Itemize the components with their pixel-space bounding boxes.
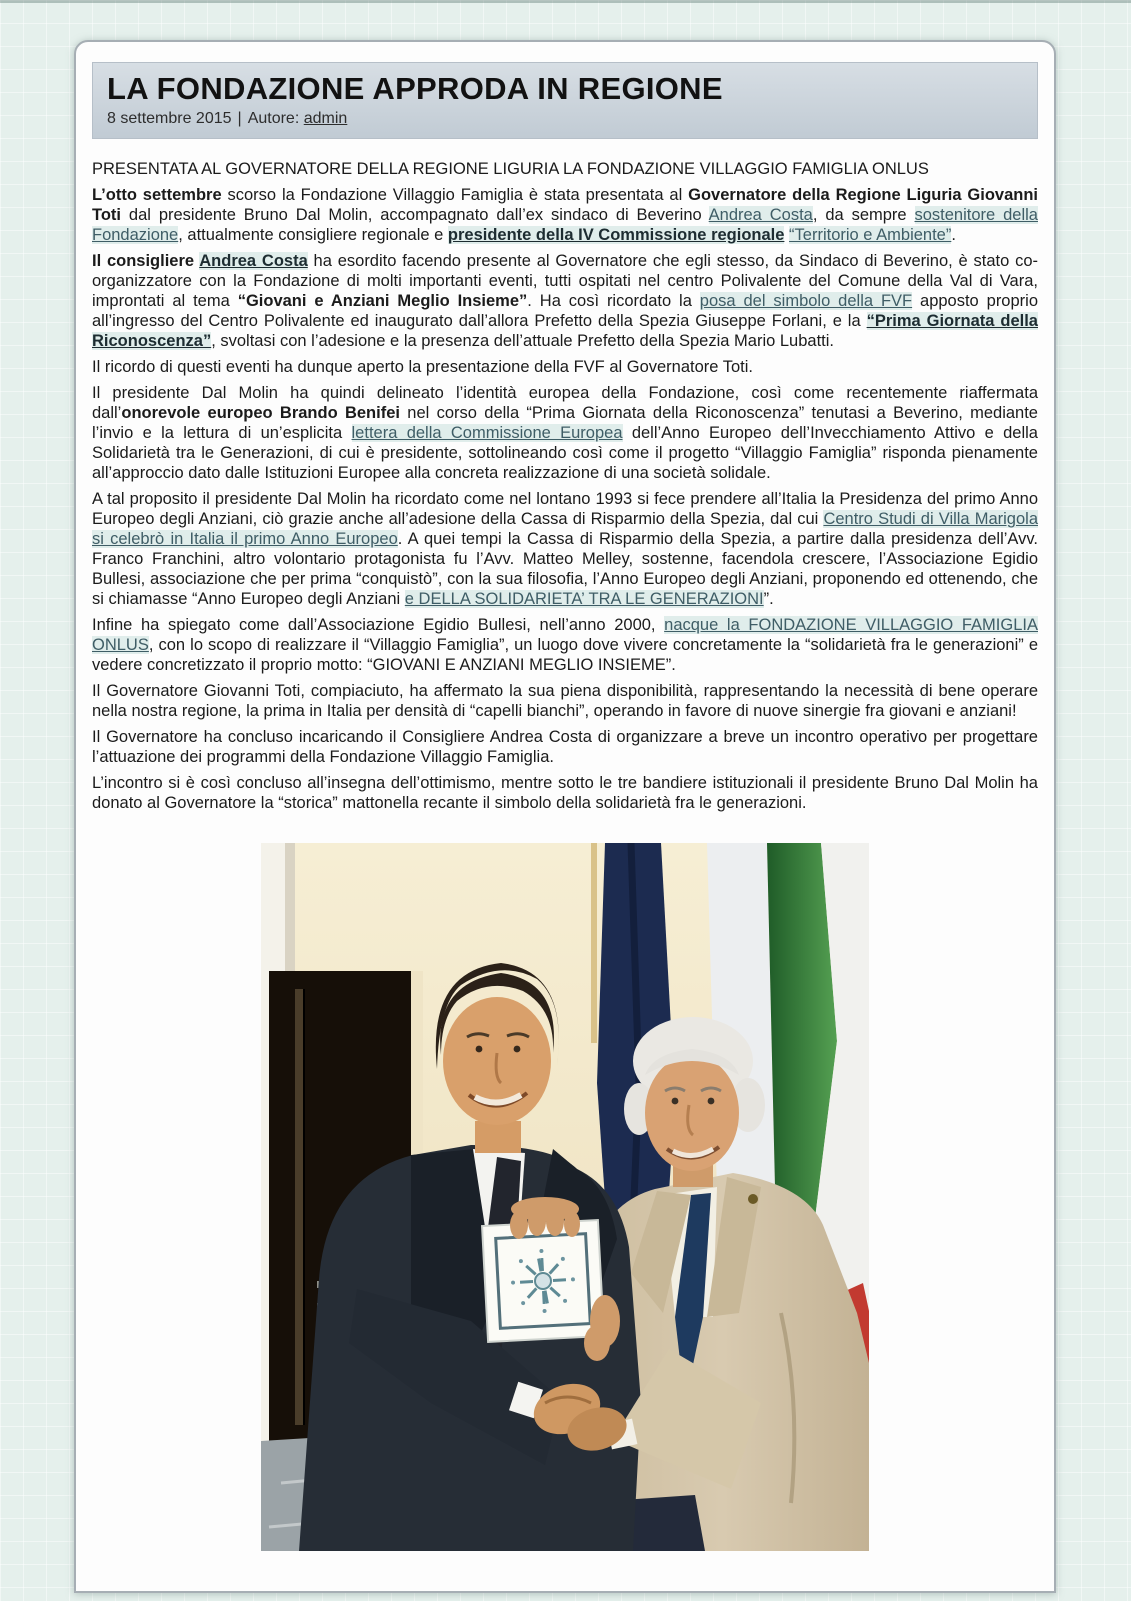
author-label: Autore: xyxy=(247,110,300,127)
solidarity-tile xyxy=(482,1220,604,1342)
author-link[interactable]: admin xyxy=(303,110,348,127)
page-title: LA FONDAZIONE APPRODA IN REGIONE xyxy=(107,71,723,106)
text-segment: “Giovani e Anziani Meglio Insieme” xyxy=(237,292,528,310)
text-segment: Governatore della Regione Liguria Giovanni Toti xyxy=(92,186,1038,224)
article-paragraphs xyxy=(92,185,1038,813)
inline-link[interactable]: e DELLA SOLIDARIETA’ TRA LE GENERAZIONI xyxy=(404,590,764,608)
text-segment: Il consigliere xyxy=(92,252,200,270)
photo-illustration xyxy=(261,843,869,1551)
meta-separator: | xyxy=(237,110,242,127)
inline-link[interactable]: presidente della IV Commissione regionale xyxy=(447,226,785,244)
text-segment: . xyxy=(951,226,956,244)
inline-link[interactable]: “Prima Giornata della Riconoscenza” xyxy=(92,312,1038,350)
text-segment: L’incontro si è così concluso all’insegna dell’ottimismo, mentre sotto le tre bandiere istituzionali il presidente Bruno Dal Molin ha donato al Governatore la “storica” mattonella recante il simbolo della solidarietà fra le generazioni. xyxy=(92,774,1038,812)
article-paragraph xyxy=(92,727,1038,767)
text-segment: ha esordito facendo presente al Governatore che egli stesso, da Sindaco di Beverino, è stato co-organizzatore con la Fondazione di molti importanti eventi, tutti ospitati nel centro Polivalente del Comune della Val di Vara, improntati al tema xyxy=(92,252,1038,310)
text-segment: , svoltasi con l’adesione e la presenza dell’attuale Prefetto della Spezia Mario Lubatti. xyxy=(211,332,834,350)
text-segment: . A quei tempi la Cassa di Risparmio della Spezia, a partire dalla presidenza dell’Avv. Franco Franchini, altro volontario protagonista fu l’Avv. Matteo Melley, sostenne, facendola crescere, l’Associazione Egidio Bullesi, associazione che per prima “conquistò”, con la sua filosofia, l’Anno Europeo degli Anziani, proponendo ed ottenendo, che si chiamasse “Anno Europeo degli Anziani xyxy=(92,530,1038,608)
text-segment: Infine ha spiegato come dall’Associazione Egidio Bullesi, nell’anno 2000, xyxy=(92,616,665,634)
article-paragraph xyxy=(92,357,1038,377)
text-segment: . Ha così ricordato la xyxy=(527,292,700,310)
article-header xyxy=(92,62,1038,139)
text-segment: onorevole europeo Brando Benifei xyxy=(121,404,400,422)
text-segment: dell’Anno Europeo dell’Invecchiamento Attivo e della Solidarietà tra le Generazioni, di cui è presidente, sottolineando così come il progetto “Villaggio Famiglia” risponda pienamente all’approccio dato dalle Istituzioni Europee alla concreta realizzazione di una società solidale. xyxy=(92,424,1038,482)
article-paragraph xyxy=(92,251,1038,351)
text-segment: , attualmente consigliere regionale e xyxy=(178,226,448,244)
article-body xyxy=(76,139,1054,1551)
text-segment: apposto proprio all’ingresso del Centro Polivalente ed inaugurato dall’allora Prefetto della Spezia Giuseppe Forlani, e la xyxy=(92,292,1039,330)
inline-link[interactable]: Andrea Costa xyxy=(708,206,813,224)
inline-link[interactable]: nacque la FONDAZIONE VILLAGGIO FAMIGLIA ONLUS xyxy=(92,616,1038,654)
text-segment: , da sempre xyxy=(812,206,915,224)
text-segment: Il presidente Dal Molin ha quindi delineato l’identità europea della Fondazione, così come recentemente riaffermata dall’ xyxy=(92,384,1038,422)
text-segment: Il Governatore Giovanni Toti, compiaciuto, ha affermato la sua piena disponibilità, rappresentando la necessità di bene operare nella nostra regione, la prima in Italia per densità di “capelli bianchi”, operando in favore di nuove sinergie fra giovani e anziani! xyxy=(92,682,1038,720)
inline-link[interactable]: Andrea Costa xyxy=(199,252,308,270)
text-segment: dal presidente Bruno Dal Molin, accompagnato dall’ex sindaco di Beverino xyxy=(121,206,709,224)
article-paragraph xyxy=(92,773,1038,813)
article-subtitle: PRESENTATA AL GOVERNATORE DELLA REGIONE LIGURIA LA FONDAZIONE VILLAGGIO FAMIGLIA ONLUS xyxy=(92,160,929,178)
article-photo xyxy=(261,843,869,1551)
inline-link[interactable]: posa del simbolo della FVF xyxy=(699,292,913,310)
text-segment: nel corso della “Prima Giornata della Riconoscenza” tenutasi a Beverino, mediante l’invio e la lettura di un’esplicita xyxy=(92,404,1038,442)
inline-link[interactable]: Centro Studi di Villa Marigola si celebrò in Italia il primo Anno Europeo xyxy=(92,510,1038,548)
post-date: 8 settembre 2015 xyxy=(107,110,232,127)
text-segment: Il ricordo di questi eventi ha dunque aperto la presentazione della FVF al Governatore Toti. xyxy=(92,358,754,376)
text-segment: Il Governatore ha concluso incaricando il Consigliere Andrea Costa di organizzare a breve un incontro operativo per progettare l’attuazione dei programmi della Fondazione Villaggio Famiglia. xyxy=(92,728,1038,766)
article-paragraph xyxy=(92,383,1038,483)
post-meta xyxy=(107,110,1023,128)
inline-link[interactable]: sostenitore della Fondazione xyxy=(92,206,1038,244)
page-top-edge xyxy=(0,0,1131,3)
text-segment: ”. xyxy=(763,590,774,608)
article-paragraph xyxy=(92,681,1038,721)
article-paragraph xyxy=(92,615,1038,675)
text-segment: L’otto settembre xyxy=(92,186,222,204)
article-container xyxy=(74,40,1056,1593)
text-segment: , con lo scopo di realizzare il “Villaggio Famiglia”, un luogo dove vivere concretamente la “solidarietà fra le generazioni” e vedere concretizzato il proprio motto: “GIOVANI E ANZIANI MEGLIO INSIEME”. xyxy=(92,636,1038,674)
article-paragraph xyxy=(92,489,1038,609)
inline-link[interactable]: lettera della Commissione Europea xyxy=(351,424,623,442)
article-paragraph xyxy=(92,185,1038,245)
inline-link[interactable]: “Territorio e Ambiente” xyxy=(789,226,952,244)
text-segment: A tal proposito il presidente Dal Molin ha ricordato come nel lontano 1993 si fece prendere all’Italia la Presidenza del primo Anno Europeo degli Anziani, ciò grazie anche all’adesione della Cassa di Risparmio della Spezia, dal cui xyxy=(92,490,1038,528)
text-segment: scorso la Fondazione Villaggio Famiglia è stata presentata al xyxy=(221,186,689,204)
